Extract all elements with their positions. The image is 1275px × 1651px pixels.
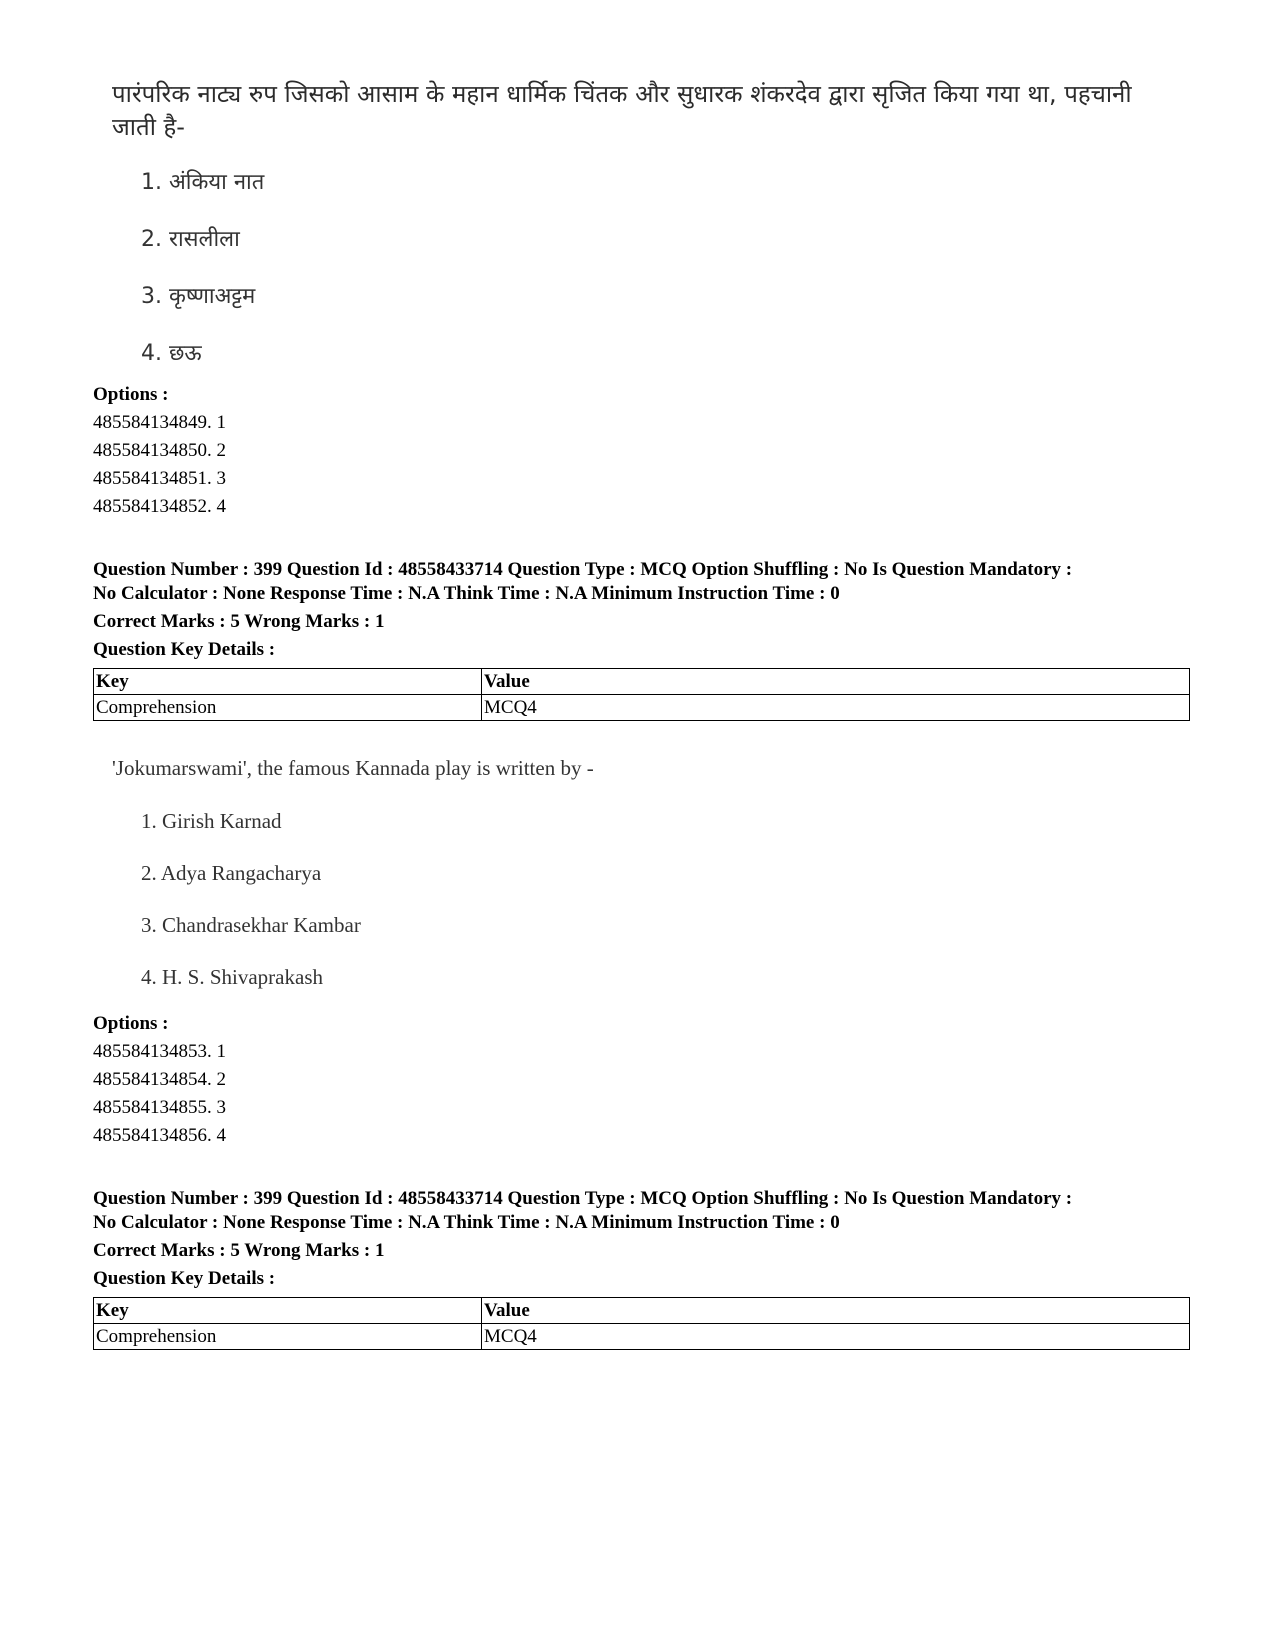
question-meta-line-2: No Calculator : None Response Time : N.A Think Time : N.A Minimum Instruction Time : 0 bbox=[93, 583, 840, 604]
table-header-row bbox=[94, 669, 1190, 695]
key-details-label: Question Key Details : bbox=[93, 1268, 276, 1289]
table-cell-value: MCQ4 bbox=[482, 695, 1190, 721]
marks-info: Correct Marks : 5 Wrong Marks : 1 bbox=[93, 1240, 385, 1261]
table-header-row bbox=[94, 1298, 1190, 1324]
question-1-option-2: 485584134850. 2 bbox=[93, 440, 226, 461]
marks-info: Correct Marks : 5 Wrong Marks : 1 bbox=[93, 611, 385, 632]
question-meta-line-1: Question Number : 399 Question Id : 48558433714 Question Type : MCQ Option Shuffling : No Is Question Mandatory : bbox=[93, 1188, 1073, 1209]
question-1-text: पारंपरिक नाट्य रुप जिसको आसाम के महान धार्मिक चिंतक और सुधारक शंकरदेव द्वारा सृजित किया गया था, पहचानी जाती है- bbox=[112, 80, 1132, 141]
question-2-text: 'Jokumarswami', the famous Kannada play is written by - bbox=[112, 756, 594, 780]
question-1-options-label: Options : bbox=[93, 384, 169, 405]
question-2-option-1: 485584134853. 1 bbox=[93, 1041, 226, 1062]
question-1-option-4: 485584134852. 4 bbox=[93, 496, 226, 517]
table-header-key: Key bbox=[94, 1298, 482, 1324]
question-2-choice-1: 1. Girish Karnad bbox=[141, 809, 282, 833]
question-1-option-3: 485584134851. 3 bbox=[93, 468, 226, 489]
question-2-option-4: 485584134856. 4 bbox=[93, 1125, 226, 1146]
table-cell-value: MCQ4 bbox=[482, 1324, 1190, 1350]
question-2-choice-3: 3. Chandrasekhar Kambar bbox=[141, 913, 361, 937]
table-header-value: Value bbox=[482, 669, 1190, 695]
table-cell-key: Comprehension bbox=[94, 1324, 482, 1350]
key-details-table bbox=[93, 1297, 1190, 1350]
question-2-choice-4: 4. H. S. Shivaprakash bbox=[141, 965, 323, 989]
question-2-choice-2: 2. Adya Rangacharya bbox=[141, 861, 322, 885]
table-cell-key: Comprehension bbox=[94, 695, 482, 721]
table-row bbox=[94, 695, 1190, 721]
question-1-option-1: 485584134849. 1 bbox=[93, 412, 226, 433]
question-meta-line-2: No Calculator : None Response Time : N.A Think Time : N.A Minimum Instruction Time : 0 bbox=[93, 1212, 840, 1233]
question-2-option-2: 485584134854. 2 bbox=[93, 1069, 226, 1090]
key-details-label: Question Key Details : bbox=[93, 639, 276, 660]
question-meta-line-1: Question Number : 399 Question Id : 48558433714 Question Type : MCQ Option Shuffling : No Is Question Mandatory : bbox=[93, 559, 1073, 580]
table-row bbox=[94, 1324, 1190, 1350]
question-1-choice-1: 1. अंकिया नात bbox=[141, 170, 265, 195]
question-1-choice-4: 4. छऊ bbox=[141, 341, 202, 366]
question-2-options-label: Options : bbox=[93, 1013, 169, 1034]
question-1-choice-3: 3. कृष्णाअट्टम bbox=[141, 284, 256, 309]
question-1-choice-2: 2. रासलीला bbox=[141, 227, 240, 252]
key-details-table bbox=[93, 668, 1190, 721]
question-2-option-3: 485584134855. 3 bbox=[93, 1097, 226, 1118]
table-header-value: Value bbox=[482, 1298, 1190, 1324]
table-header-key: Key bbox=[94, 669, 482, 695]
